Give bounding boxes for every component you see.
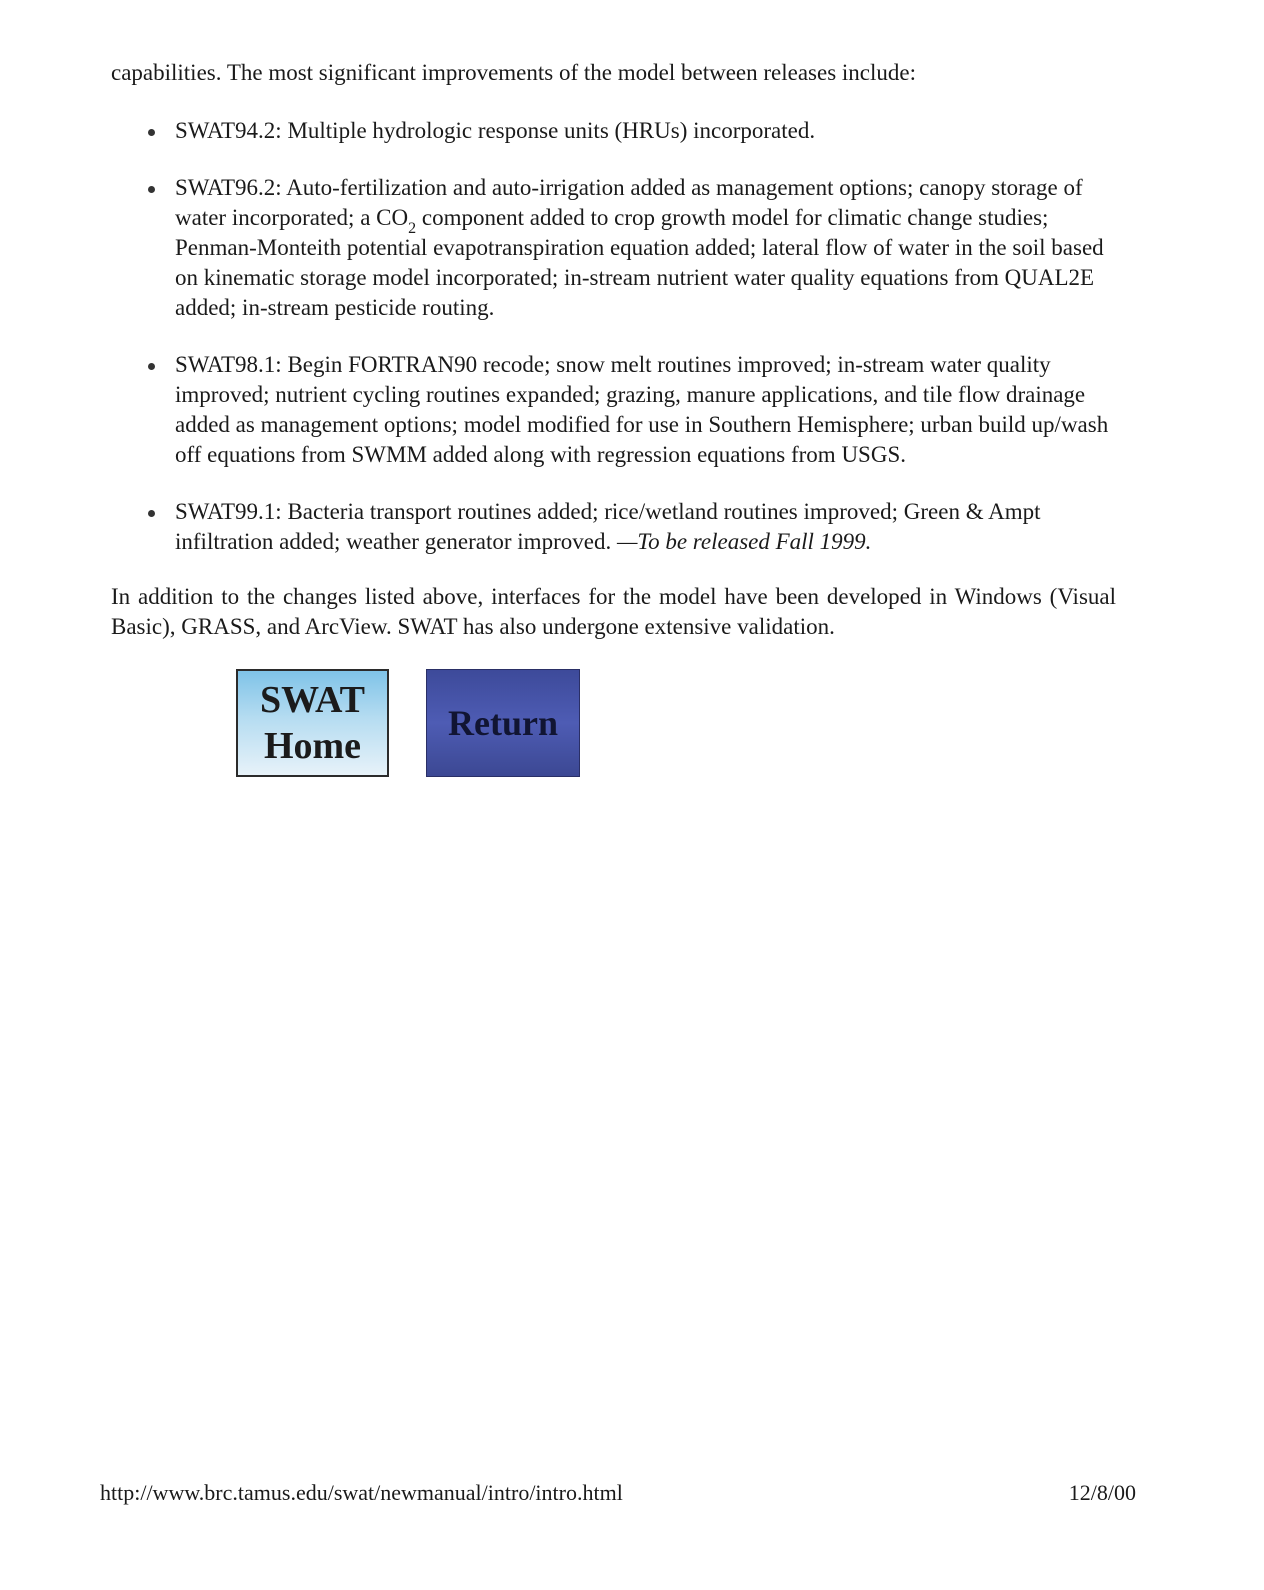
release-item-swat96 bbox=[148, 173, 1128, 323]
release-text-part2: component added to crop growth model for climatic change studies; Penman-Monteith potential evapotranspiration equation added; lateral flow of water in the soil based on kinematic storage model incorporated; in-stream nutrient water quality equations from QUAL2E added; in-stream pesticide routing. bbox=[175, 205, 1104, 320]
swat-home-label-line1: SWAT bbox=[260, 679, 365, 721]
release-item-swat99 bbox=[148, 497, 1128, 557]
release-item-swat94 bbox=[148, 116, 1128, 146]
release-note: —To be released Fall 1999. bbox=[616, 529, 872, 554]
closing-paragraph: In addition to the changes listed above, interfaces for the model have been developed in Windows (Visual Basic), GRASS, and ArcView. SWAT has also undergone extensive validation. bbox=[111, 584, 1116, 639]
swat-home-label-line2: Home bbox=[263, 725, 362, 767]
intro-paragraph: capabilities. The most significant improvements of the model between releases include: bbox=[111, 60, 916, 85]
footer-date: 12/8/00 bbox=[1068, 1480, 1136, 1505]
swat-home-button[interactable] bbox=[236, 669, 389, 777]
footer-url: http://www.brc.tamus.edu/swat/newmanual/intro/intro.html bbox=[100, 1480, 623, 1505]
release-text: SWAT98.1: Begin FORTRAN90 recode; snow melt routines improved; in-stream water quality improved; nutrient cycling routines expanded; grazing, manure applications, and tile flow drainage added as management options; model modified for use in Southern Hemisphere; urban build up/wash off equations from SWMM added along with regression equations from USGS. bbox=[175, 352, 1109, 467]
release-text-part1: SWAT96.2: Auto-fertilization and auto-irrigation added as management options; canopy storage of water incorporated; a CO bbox=[175, 175, 1083, 230]
bullet-icon bbox=[148, 129, 155, 136]
return-button[interactable] bbox=[426, 669, 580, 777]
return-label: Return bbox=[448, 703, 558, 743]
co2-subscript: 2 bbox=[408, 220, 417, 237]
bullet-icon bbox=[148, 510, 155, 517]
bullet-icon bbox=[148, 363, 155, 370]
bullet-icon bbox=[148, 186, 155, 193]
release-item-swat98 bbox=[148, 350, 1128, 470]
release-list bbox=[148, 116, 1128, 584]
release-text: SWAT94.2: Multiple hydrologic response units (HRUs) incorporated. bbox=[175, 118, 816, 143]
release-text: SWAT99.1: Bacteria transport routines added; rice/wetland routines improved; Green & Ampt infiltration added; weather generator improved. bbox=[175, 499, 1041, 554]
